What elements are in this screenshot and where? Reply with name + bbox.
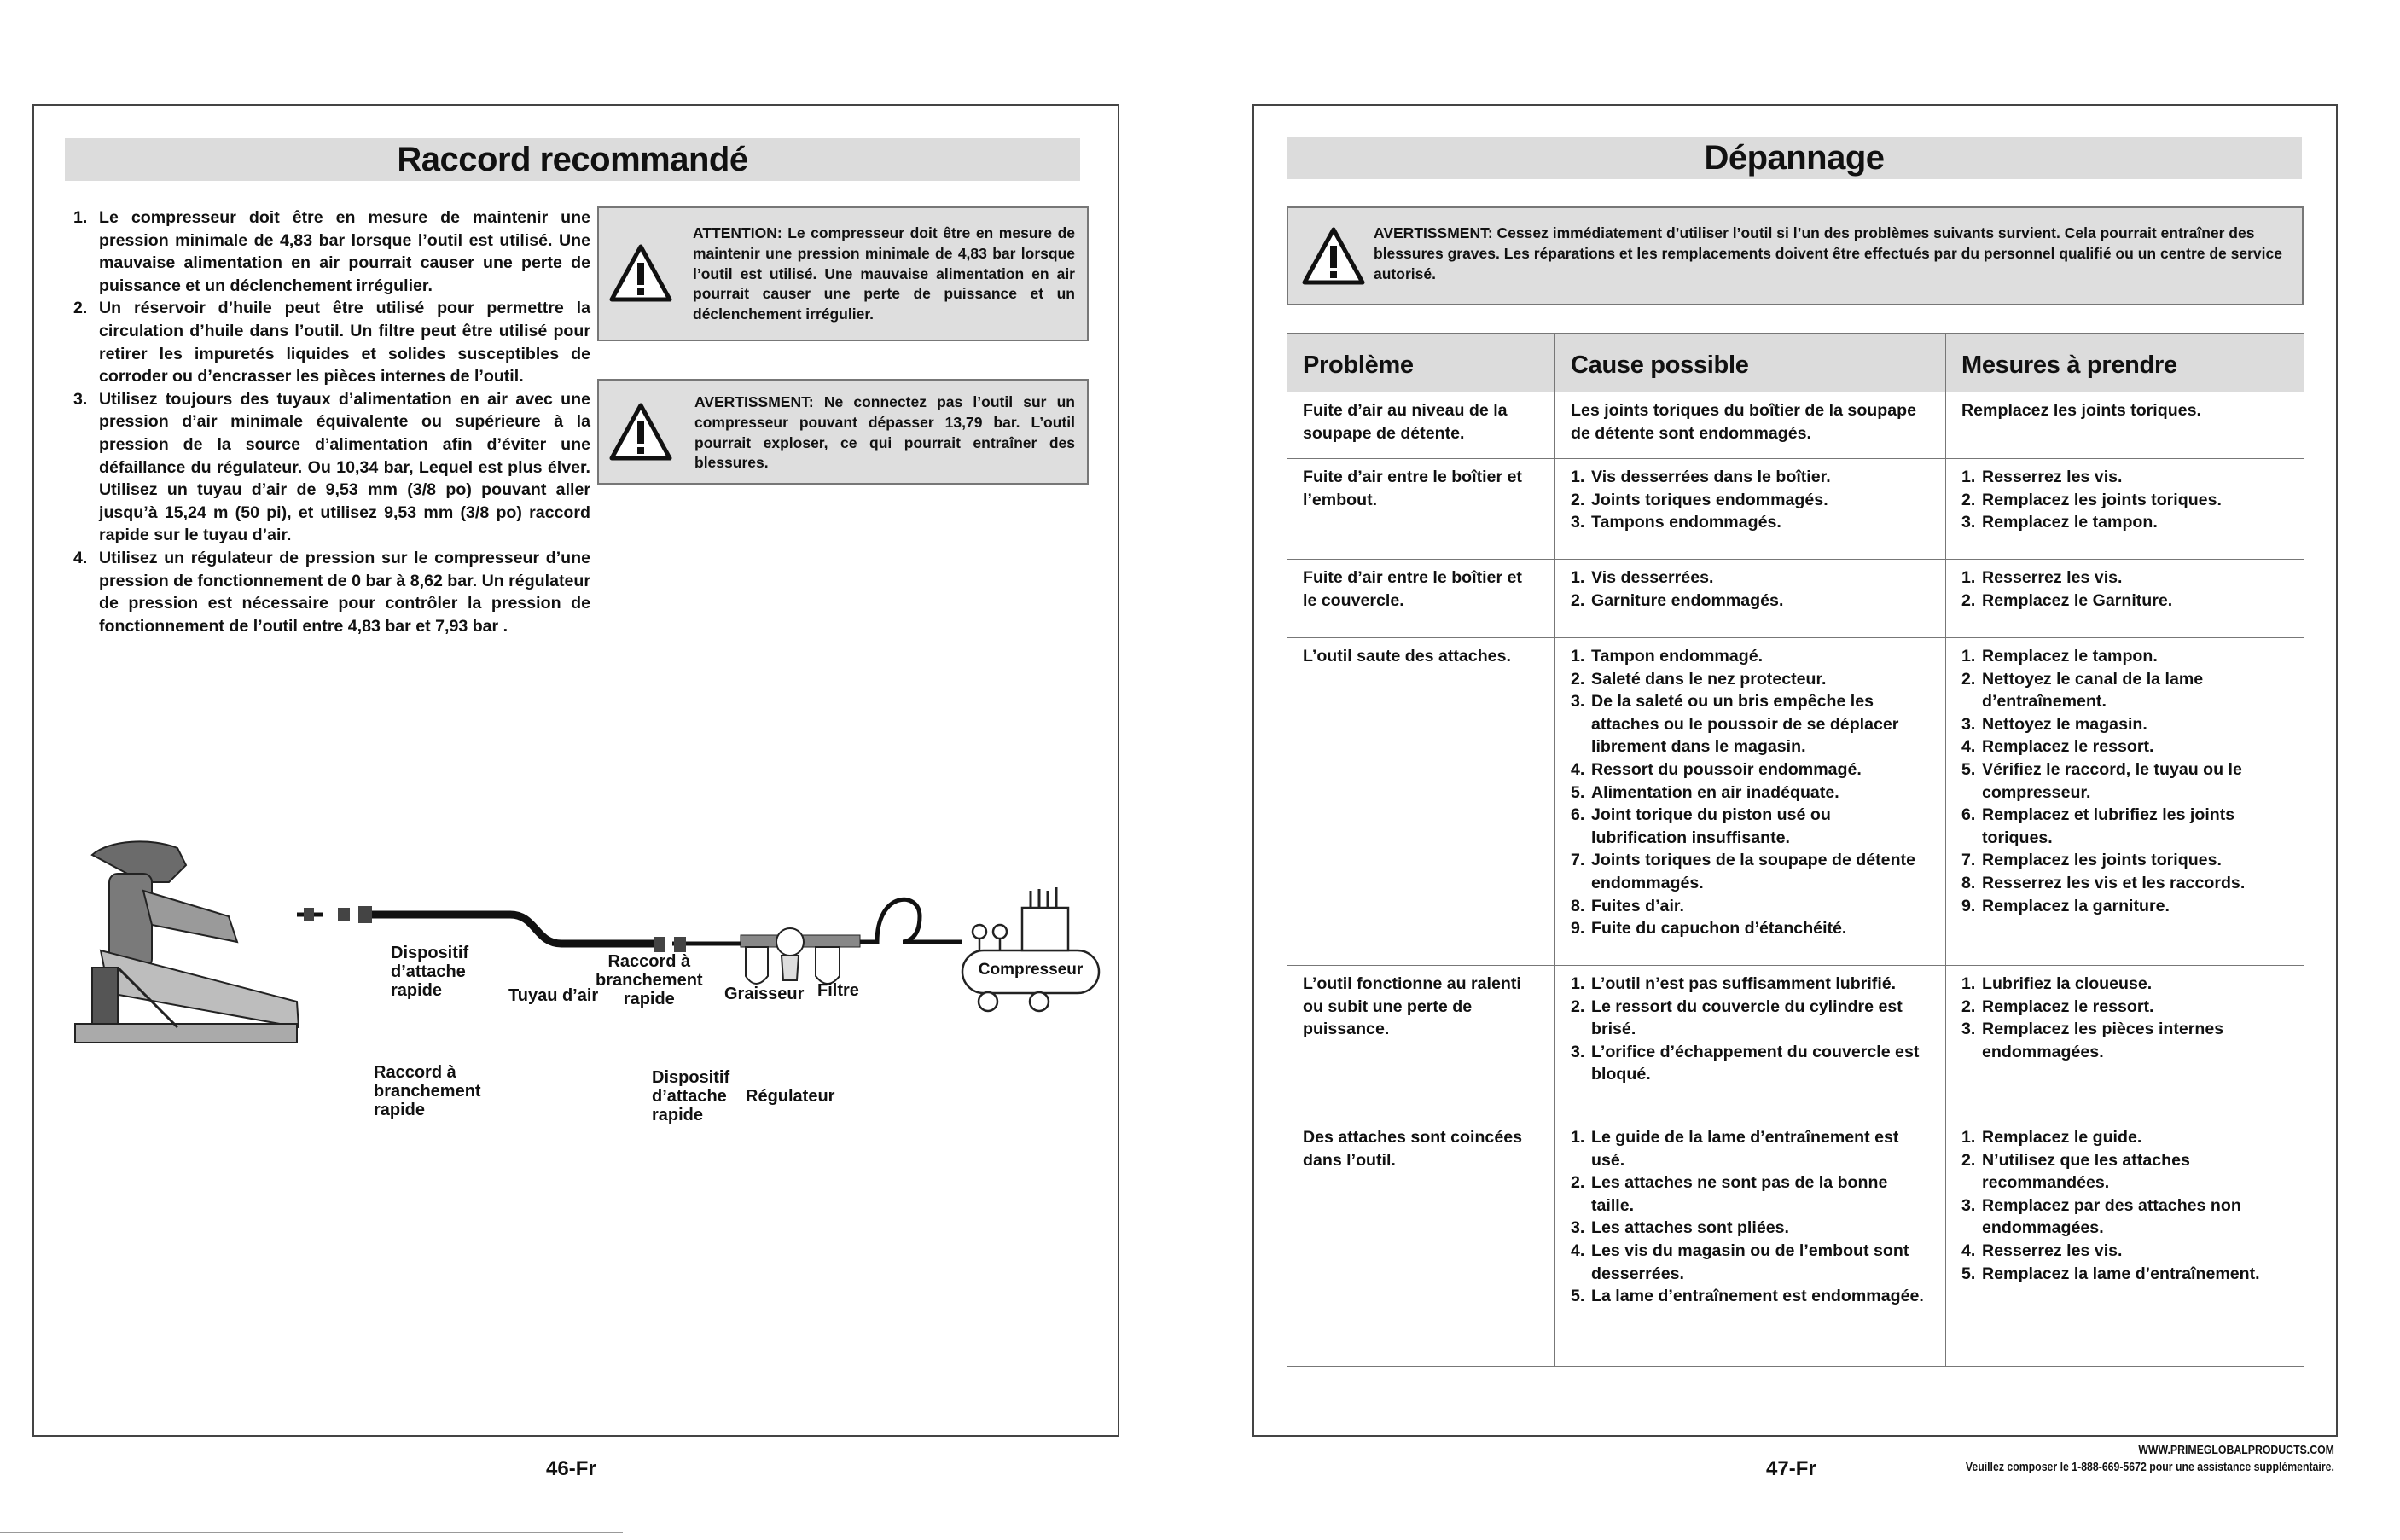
list-item xyxy=(1571,917,1930,940)
list-item xyxy=(1961,1126,2288,1149)
cause-text: Les joints toriques du boîtier de la soupape de détente sont endommagés. xyxy=(1571,401,1916,443)
list-item xyxy=(1961,1240,2288,1263)
list-item xyxy=(1571,973,1930,996)
item-text: Tampons endommagés. xyxy=(1591,513,1781,532)
attention-text: ATTENTION: Le compresseur doit être en mesure de maintenir une pression minimale de 4,83 bar lorsque l’outil est utilisé. Une mauvaise alimentation en air pourrait causer une perte de puissance et un déclenchement irrégulier. xyxy=(693,224,1075,323)
item-number: 9. xyxy=(1961,896,1976,915)
item-text: N’utilisez que les attaches recommandées. xyxy=(1982,1150,2190,1193)
step-number: 4. xyxy=(73,548,88,567)
label-regulateur: Régulateur xyxy=(746,1087,835,1106)
step-text: Un réservoir d’huile peut être utilisé pour permettre la circulation d’huile dans l’outil. Un filtre peut être utilisé pour retirer les impuretés liquides et solides susceptibles de corroder ou d’encrasser les pièces internes de l’outil. xyxy=(99,299,590,386)
list-item xyxy=(1571,1240,1930,1285)
item-number: 1. xyxy=(1571,647,1585,665)
table-row xyxy=(1287,560,2304,638)
item-number: 8. xyxy=(1571,896,1585,915)
item-text: Remplacez les pièces internes endommagées. xyxy=(1982,1020,2224,1061)
list-item xyxy=(1571,511,1930,534)
item-text: Alimentation en air inadéquate. xyxy=(1591,782,1839,802)
item-number: 2. xyxy=(1571,997,1585,1016)
warning-text: AVERTISSMENT: Cessez immédiatement d’utiliser l’outil si l’un des problèmes suivants survient. Cela pourrait entraîner des blessures graves. Les réparations et les remplacements doivent être effectués par du personnel qualifié ou un centre de service autorisé. xyxy=(1374,224,2282,282)
list-item xyxy=(1961,1149,2288,1194)
item-number: 1. xyxy=(1571,974,1585,993)
item-text: Remplacez le tampon. xyxy=(1982,513,2158,532)
list-item xyxy=(1961,1194,2288,1240)
table-row xyxy=(1287,638,2304,966)
list-item xyxy=(1961,713,2288,736)
item-number: 2. xyxy=(1961,997,1976,1016)
label-raccord-top: Raccord à branchement rapide xyxy=(596,952,703,1008)
action-cell xyxy=(1946,392,2304,459)
item-number: 1. xyxy=(1961,1128,1976,1147)
list-item xyxy=(1571,668,1930,691)
item-number: 2. xyxy=(1571,669,1585,689)
instruction-step xyxy=(68,297,590,387)
item-text: Fuites d’air. xyxy=(1591,896,1684,915)
label-tuyau: Tuyau d’air xyxy=(508,986,599,1005)
list-item xyxy=(1571,590,1930,613)
item-number: 3. xyxy=(1961,1020,1976,1039)
list-item xyxy=(1961,668,2288,713)
list-item xyxy=(1571,758,1930,782)
list-item xyxy=(1571,1285,1930,1308)
attention-box xyxy=(597,206,1089,341)
item-number: 5. xyxy=(1961,1264,1976,1283)
label-compresseur: Compresseur xyxy=(978,961,1084,979)
item-text: Resserrez les vis. xyxy=(1982,468,2123,486)
list-item xyxy=(1571,849,1930,894)
item-number: 3. xyxy=(1571,1042,1585,1061)
item-text: Resserrez les vis. xyxy=(1982,568,2123,587)
cause-list xyxy=(1571,973,1930,1086)
footer-url: WWW.PRIMEGLOBALPRODUCTS.COM xyxy=(2138,1443,2334,1457)
instruction-step xyxy=(68,206,590,297)
problem-cell: Des attaches sont coincées dans l’outil. xyxy=(1287,1119,1555,1367)
label-dispositif-top: Dispositif d’attache rapide xyxy=(391,944,469,1000)
list-item xyxy=(1961,489,2288,512)
footer-phone: Veuillez composer le 1-888-669-5672 pour une assistance supplémentaire. xyxy=(1965,1460,2334,1474)
step-text: Le compresseur doit être en mesure de maintenir une pression minimale de 4,83 bar lorsque l’outil est utilisé. Une mauvaise alimentation en air pourrait causer une perte de puissance et un déclenchement irrégulier. xyxy=(99,208,590,295)
item-number: 3. xyxy=(1571,692,1585,712)
item-text: L’outil n’est pas suffisamment lubrifié. xyxy=(1591,974,1897,993)
compressor-icon xyxy=(962,887,1099,1011)
list-item xyxy=(1961,511,2288,534)
item-text: Le ressort du couvercle du cylindre est brisé. xyxy=(1591,997,1903,1039)
item-number: 2. xyxy=(1961,590,1976,610)
step-text: Utilisez toujours des tuyaux d’alimentation en air avec une pression d’air minimale équivalente ou supérieure à la pression de la source d’alimentation afin d’éviter une défaillance du régulateur. Ou 10,34 bar, Lequel est plus élver. Utilisez un tuyau d’air de 9,53 mm (3/8 po) pouvant aller jusqu’à 15,24 m (50 pi), et utilisez 9,53 mm (3/8 po) raccord rapide sur le tuyau d’air. xyxy=(99,389,590,545)
cause-cell xyxy=(1555,459,1946,560)
problem-cell: L’outil fonctionne au ralenti ou subit une perte de puissance. xyxy=(1287,966,1555,1119)
item-text: Garniture endommagés. xyxy=(1591,590,1784,610)
cause-list xyxy=(1571,1126,1930,1308)
item-text: Remplacez le tampon. xyxy=(1982,647,2158,665)
action-list xyxy=(1961,567,2288,612)
problem-cell: Fuite d’air entre le boîtier et le couvercle. xyxy=(1287,560,1555,638)
list-item xyxy=(1961,735,2288,758)
item-text: Joints toriques de la soupape de détente endommagés. xyxy=(1591,851,1915,892)
air-connection-diagram xyxy=(58,822,1116,1124)
item-number: 2. xyxy=(1961,490,1976,509)
cause-cell xyxy=(1555,638,1946,966)
list-item xyxy=(1571,996,1930,1041)
warning-triangle-icon xyxy=(1302,227,1365,285)
item-number: 1. xyxy=(1571,1128,1585,1147)
warning-triangle-icon xyxy=(609,244,672,302)
list-item xyxy=(1571,567,1930,590)
page-number-left: 46-Fr xyxy=(546,1457,596,1480)
problem-cell: Fuite d’air au niveau de la soupape de détente. xyxy=(1287,392,1555,459)
item-text: Joint torique du piston usé ou lubrification insuffisante. xyxy=(1591,805,1831,847)
label-raccord-bottom: Raccord à branchement rapide xyxy=(374,1063,481,1119)
list-item xyxy=(1571,1171,1930,1217)
list-item xyxy=(1961,466,2288,489)
item-text: Vis desserrées dans le boîtier. xyxy=(1591,468,1831,486)
list-item xyxy=(1961,872,2288,895)
item-text: Remplacez la garniture. xyxy=(1982,896,2170,915)
item-number: 5. xyxy=(1571,782,1585,802)
item-number: 6. xyxy=(1571,805,1585,825)
item-text: L’orifice d’échappement du couvercle est bloqué. xyxy=(1591,1042,1920,1084)
item-number: 3. xyxy=(1571,513,1585,532)
cause-cell xyxy=(1555,392,1946,459)
list-item xyxy=(1571,1041,1930,1086)
item-number: 1. xyxy=(1571,468,1585,486)
item-text: Remplacez par des attaches non endommagées. xyxy=(1982,1195,2241,1238)
action-list xyxy=(1961,466,2288,534)
item-text: Nettoyez le magasin. xyxy=(1982,714,2147,734)
left-page xyxy=(32,104,1119,1437)
item-number: 4. xyxy=(1961,1241,1976,1260)
item-number: 1. xyxy=(1961,974,1976,993)
table-row xyxy=(1287,1119,2304,1367)
nailer-icon xyxy=(75,841,299,1043)
label-dispositif-bottom: Dispositif d’attache rapide xyxy=(652,1068,730,1124)
table-row xyxy=(1287,459,2304,560)
cause-list xyxy=(1571,645,1930,940)
item-number: 3. xyxy=(1961,714,1976,734)
instruction-step xyxy=(68,388,590,547)
header-mesures: Mesures à prendre xyxy=(1946,334,2304,392)
item-text: Fuite du capuchon d’étanchéité. xyxy=(1591,919,1847,939)
item-text: Les attaches ne sont pas de la bonne taille. xyxy=(1591,1173,1888,1215)
item-number: 5. xyxy=(1961,759,1976,779)
list-item xyxy=(1571,782,1930,805)
item-number: 1. xyxy=(1961,647,1976,665)
item-text: Remplacez les joints toriques. xyxy=(1982,851,2222,870)
item-text: Remplacez les joints toriques. xyxy=(1982,490,2222,509)
item-text: Les vis du magasin ou de l’embout sont desserrées. xyxy=(1591,1241,1909,1283)
list-item xyxy=(1961,804,2288,849)
item-text: Resserrez les vis. xyxy=(1982,1241,2123,1260)
item-text: Le guide de la lame d’entraînement est usé. xyxy=(1591,1128,1899,1170)
footer xyxy=(1966,1442,2334,1476)
instruction-step xyxy=(68,547,590,637)
cause-list xyxy=(1571,567,1930,612)
item-number: 4. xyxy=(1571,1241,1585,1260)
item-number: 4. xyxy=(1571,759,1585,779)
item-text: Remplacez la lame d’entraînement. xyxy=(1982,1264,2260,1283)
avertissment-box xyxy=(597,379,1089,485)
label-graisseur: Graisseur xyxy=(724,985,805,1003)
list-item xyxy=(1571,804,1930,849)
item-text: Resserrez les vis et les raccords. xyxy=(1982,873,2246,892)
item-text: Vis desserrées. xyxy=(1591,568,1714,587)
instruction-list xyxy=(68,206,590,637)
list-item xyxy=(1961,849,2288,872)
warning-triangle-icon xyxy=(609,403,672,461)
troubleshooting-table xyxy=(1287,333,2304,1367)
item-number: 2. xyxy=(1961,1150,1976,1170)
action-list xyxy=(1961,645,2288,917)
action-text: Remplacez les joints toriques. xyxy=(1961,401,2201,420)
action-cell xyxy=(1946,638,2304,966)
page-number-right: 47-Fr xyxy=(1766,1457,1816,1480)
cause-cell xyxy=(1555,560,1946,638)
item-number: 4. xyxy=(1961,737,1976,757)
list-item xyxy=(1961,996,2288,1019)
item-number: 2. xyxy=(1571,1173,1585,1193)
item-text: Remplacez le Garniture. xyxy=(1982,590,2173,610)
list-item xyxy=(1961,758,2288,804)
problem-cell: L’outil saute des attaches. xyxy=(1287,638,1555,966)
cause-cell xyxy=(1555,1119,1946,1367)
avertissment-text: AVERTISSMENT: Ne connectez pas l’outil sur un compresseur pouvant dépasser 13,79 bar. L’outil pourrait exploser, ce qui pourrait entraîner des blessures. xyxy=(694,393,1075,472)
item-number: 7. xyxy=(1571,851,1585,870)
list-item xyxy=(1961,645,2288,668)
item-number: 5. xyxy=(1571,1287,1585,1306)
list-item xyxy=(1571,690,1930,758)
action-cell xyxy=(1946,560,2304,638)
item-text: Remplacez le ressort. xyxy=(1982,997,2154,1016)
list-item xyxy=(1961,590,2288,613)
step-number: 1. xyxy=(73,208,88,227)
list-item xyxy=(1961,1263,2288,1286)
item-number: 1. xyxy=(1961,568,1976,587)
item-text: La lame d’entraînement est endommagée. xyxy=(1591,1287,1924,1306)
problem-cell: Fuite d’air entre le boîtier et l’embout. xyxy=(1287,459,1555,560)
action-list xyxy=(1961,1126,2288,1285)
right-page xyxy=(1252,104,2338,1437)
list-item xyxy=(1571,645,1930,668)
item-number: 7. xyxy=(1961,851,1976,870)
item-text: Ressort du poussoir endommagé. xyxy=(1591,759,1862,779)
header-cause: Cause possible xyxy=(1555,334,1946,392)
item-text: Remplacez le guide. xyxy=(1982,1128,2142,1147)
action-cell xyxy=(1946,459,2304,560)
list-item xyxy=(1961,973,2288,996)
item-number: 2. xyxy=(1571,490,1585,509)
avertissment-box xyxy=(1287,206,2304,305)
action-list xyxy=(1961,973,2288,1063)
header-probleme: Problème xyxy=(1287,334,1555,392)
item-text: De la saleté ou un bris empêche les attaches ou le poussoir de se déplacer librement dans le magasin. xyxy=(1591,692,1899,757)
action-cell xyxy=(1946,1119,2304,1367)
item-number: 3. xyxy=(1961,513,1976,532)
action-cell xyxy=(1946,966,2304,1119)
item-number: 6. xyxy=(1961,805,1976,825)
step-text: Utilisez un régulateur de pression sur le compresseur d’une pression de fonctionnement de 0 bar à 8,62 bar. Un régulateur de pression est nécessaire pour contrôler la pression de fonctionnement de l’outil entre 4,83 bar et 7,93 bar . xyxy=(99,548,590,636)
label-filtre: Filtre xyxy=(817,981,859,1000)
page-title: Raccord recommandé xyxy=(65,138,1080,181)
list-item xyxy=(1961,895,2288,918)
item-text: Remplacez et lubrifiez les joints toriques. xyxy=(1982,805,2235,847)
item-number: 8. xyxy=(1961,873,1976,892)
list-item xyxy=(1571,895,1930,918)
step-number: 3. xyxy=(73,389,88,409)
item-number: 3. xyxy=(1571,1218,1585,1238)
divider xyxy=(0,1532,623,1533)
item-text: Tampon endommagé. xyxy=(1591,647,1764,665)
list-item xyxy=(1571,466,1930,489)
item-text: Lubrifiez la cloueuse. xyxy=(1982,974,2153,993)
item-text: Saleté dans le nez protecteur. xyxy=(1591,669,1827,689)
item-number: 2. xyxy=(1571,590,1585,610)
list-item xyxy=(1571,1126,1930,1171)
step-number: 2. xyxy=(73,299,88,318)
item-number: 9. xyxy=(1571,919,1585,939)
list-item xyxy=(1961,567,2288,590)
table-row xyxy=(1287,392,2304,459)
item-number: 3. xyxy=(1961,1195,1976,1215)
cause-list xyxy=(1571,466,1930,534)
item-text: Joints toriques endommagés. xyxy=(1591,490,1828,509)
item-number: 1. xyxy=(1961,468,1976,486)
page-title: Dépannage xyxy=(1287,137,2302,179)
item-number: 2. xyxy=(1961,669,1976,689)
list-item xyxy=(1571,1217,1930,1240)
list-item xyxy=(1961,1018,2288,1063)
list-item xyxy=(1571,489,1930,512)
table-row xyxy=(1287,966,2304,1119)
item-number: 1. xyxy=(1571,568,1585,587)
item-text: Vérifiez le raccord, le tuyau ou le compresseur. xyxy=(1982,759,2242,802)
item-text: Remplacez le ressort. xyxy=(1982,737,2154,757)
cause-cell xyxy=(1555,966,1946,1119)
item-text: Les attaches sont pliées. xyxy=(1591,1218,1789,1238)
item-text: Nettoyez le canal de la lame d’entraînement. xyxy=(1982,669,2204,712)
